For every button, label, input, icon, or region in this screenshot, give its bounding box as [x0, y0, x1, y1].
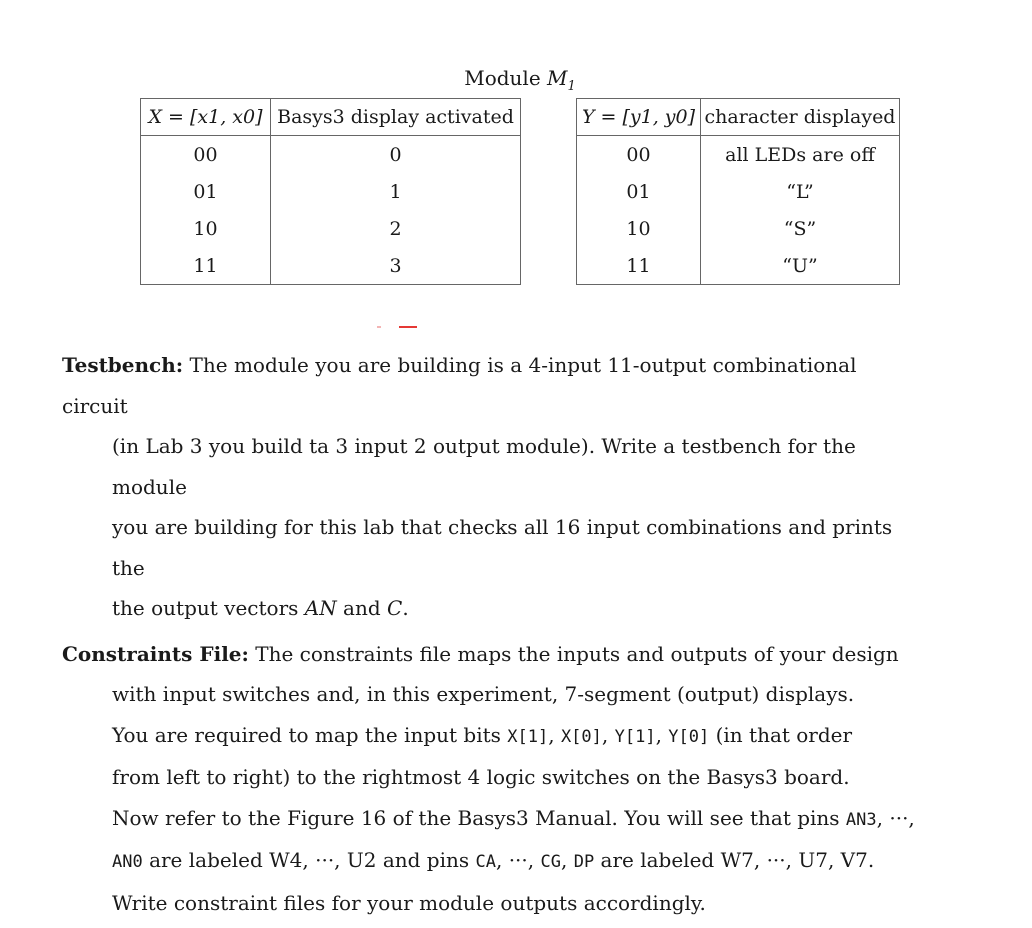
body-text [62, 345, 922, 928]
table-row [141, 136, 521, 174]
text-line: the output vectors AN and C. [112, 596, 409, 620]
module-title-text: Module [464, 66, 541, 90]
module-symbol: $M_1$ [547, 66, 576, 94]
cell-y: 11 [577, 247, 701, 285]
stray-mark [377, 326, 381, 328]
table-row [577, 210, 900, 247]
testbench-heading: Testbench: [62, 353, 184, 377]
text-line: with input switches and, in this experiment, 7-segment (output) displays. [112, 682, 855, 706]
table-row [577, 173, 900, 210]
table-row [141, 247, 521, 285]
cell-character: “U” [782, 254, 818, 277]
table-y [576, 98, 900, 285]
cell-character: all LEDs are off [725, 143, 875, 166]
text-line: (in Lab 3 you build ta 3 input 2 output module). Write a testbench for the module [112, 434, 856, 499]
text-line: The constraints file maps the inputs and outputs of your design [255, 641, 899, 666]
cell-display: 2 [389, 217, 402, 240]
text-line: You are required to map the input bits X[1], X[0], Y[1], Y[0] (in that order [112, 722, 853, 747]
cell-x: 10 [141, 210, 271, 247]
text-line: from left to right) to the rightmost 4 logic switches on the Basys3 board. [112, 765, 850, 789]
header-display: Basys3 display activated [271, 99, 521, 136]
table-row [141, 173, 521, 210]
header-x: X = [x1, x0] [141, 99, 271, 136]
table-row [141, 210, 521, 247]
header-y: Y = [y1, y0] [577, 99, 701, 136]
text-line: Write constraint files for your module outputs accordingly. [112, 890, 706, 915]
cell-display: 3 [389, 254, 402, 277]
constraints-heading: Constraints File: [62, 641, 249, 666]
cell-x: 11 [141, 247, 271, 285]
stray-mark [399, 326, 417, 328]
cell-x: 00 [141, 136, 271, 174]
module-title [440, 66, 600, 94]
table-row [577, 136, 900, 174]
cell-x: 01 [141, 173, 271, 210]
cell-y: 10 [577, 210, 701, 247]
stray-marks [377, 326, 421, 332]
cell-y: 01 [577, 173, 701, 210]
constraints-paragraph [62, 634, 922, 924]
text-line: Now refer to the Figure 16 of the Basys3 Manual. You will see that pins AN3, ···, [112, 805, 915, 830]
cell-character: “S” [783, 217, 817, 240]
header-character: character displayed [701, 99, 900, 136]
text-line: you are building for this lab that checks all 16 input combinations and prints the [112, 515, 893, 580]
table-x [140, 98, 521, 285]
testbench-paragraph [62, 345, 922, 629]
text-line: The module you are building is a 4-input 11-output combinational circuit [62, 353, 857, 418]
cell-character: “L” [786, 180, 814, 203]
cell-display: 1 [389, 180, 402, 203]
cell-y: 00 [577, 136, 701, 174]
table-row [577, 247, 900, 285]
cell-display: 0 [389, 143, 402, 166]
text-line: AN0 are labeled W4, ···, U2 and pins CA, ···, CG, DP are labeled W7, ···, U7, V7. [112, 848, 875, 872]
